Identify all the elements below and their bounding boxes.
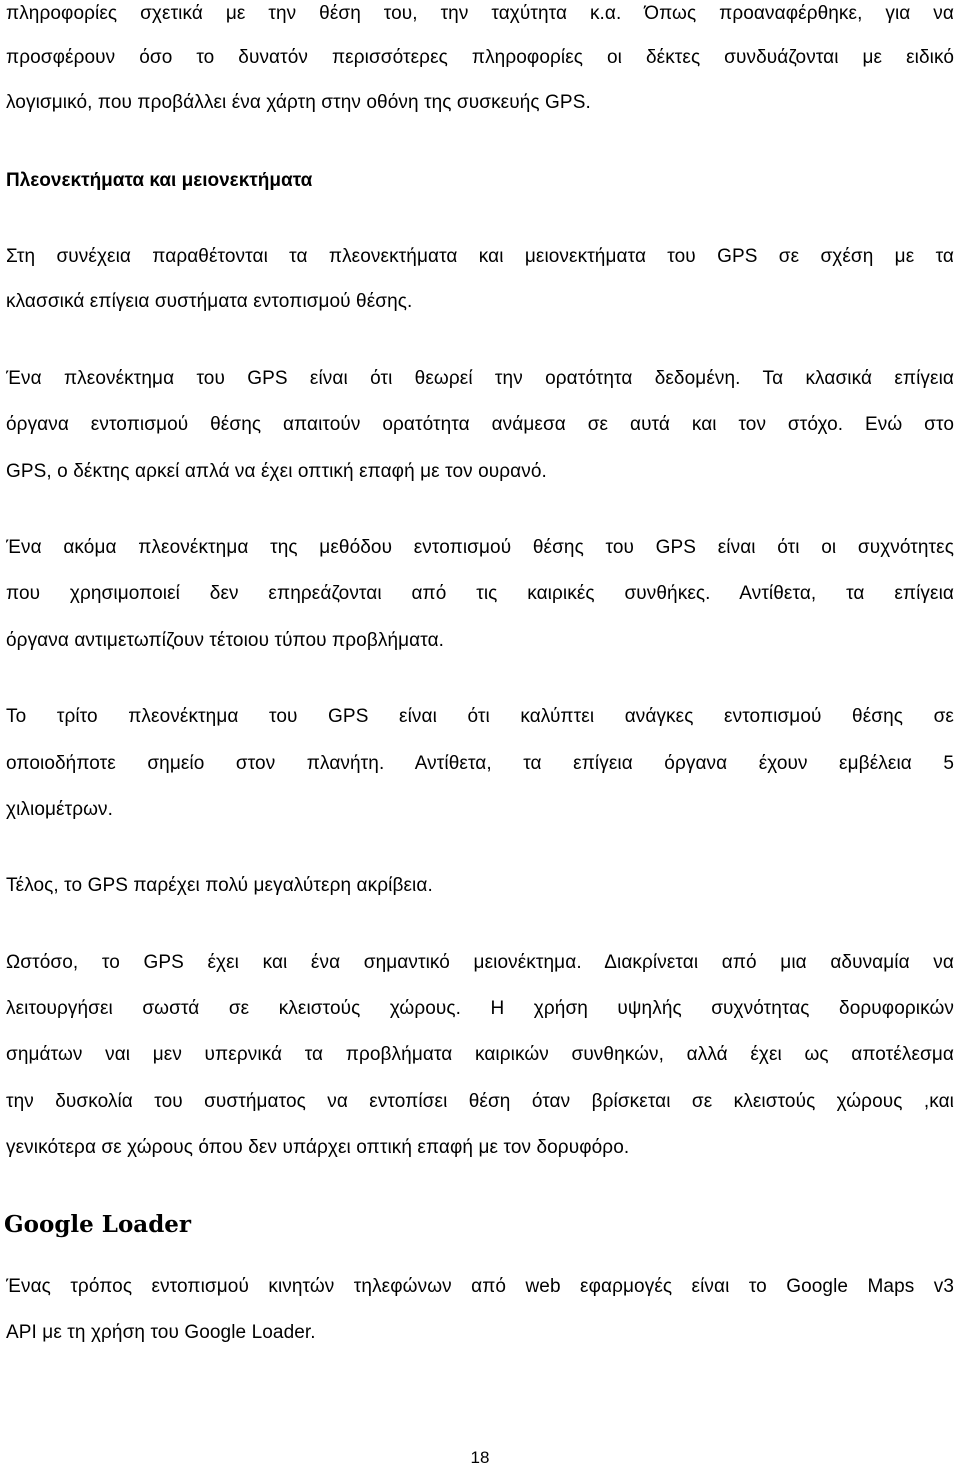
intro-line-3: λογισμικό, που προβάλλει ένα χάρτη στην οθόνη της συσκευής GPS.	[6, 92, 591, 113]
paragraph-3-line-3: όργανα αντιμετωπίζουν τέτοιου τύπου προβλήματα.	[6, 630, 445, 651]
paragraph-4-line-3: χιλιομέτρων.	[6, 799, 114, 820]
paragraph-2-line-3: GPS, ο δέκτης αρκεί απλά να έχει οπτική επαφή με τον ουρανό.	[6, 461, 547, 482]
paragraph-6-line-5: γενικότερα σε χώρους όπου δεν υπάρχει οπτική επαφή με τον δορυφόρο.	[6, 1137, 630, 1158]
paragraph-4-line-1: Το τρίτο πλεονέκτημα του GPS είναι ότι καλύπτει ανάγκες εντοπισμού θέσης σε	[6, 706, 954, 727]
paragraph-6-line-2: λειτουργήσει σωστά σε κλειστούς χώρους. Η χρήση υψηλής συχνότητας δορυφορικών	[6, 998, 954, 1019]
intro-line-2: προσφέρουν όσο το δυνατόν περισσότερες πληροφορίες οι δέκτες συνδυάζονται με ειδικό	[6, 47, 954, 68]
paragraph-4-line-2: οποιοδήποτε σημείο στον πλανήτη. Αντίθετα, τα επίγεια όργανα έχουν εμβέλεια 5	[6, 753, 954, 774]
paragraph-5-line-1: Τέλος, το GPS παρέχει πολύ μεγαλύτερη ακρίβεια.	[6, 875, 433, 896]
paragraph-6-line-4: την δυσκολία του συστήματος να εντοπίσει θέση όταν βρίσκεται σε κλειστούς χώρους ,και	[6, 1091, 954, 1112]
paragraph-3-line-1: Ένα ακόμα πλεονέκτημα της μεθόδου εντοπισμού θέσης του GPS είναι ότι οι συχνότητες	[6, 537, 954, 558]
paragraph-7-line-1: Ένας τρόπος εντοπισμού κινητών τηλεφώνων από web εφαρμογές είναι το Google Maps v3	[6, 1276, 954, 1297]
paragraph-2-line-2: όργανα εντοπισμού θέσης απαιτούν ορατότητα ανάμεσα σε αυτά και τον στόχο. Ενώ στο	[6, 414, 954, 435]
paragraph-7-line-2: API με τη χρήση του Google Loader.	[6, 1322, 316, 1343]
page-number: 18	[470, 1448, 490, 1467]
paragraph-3-line-2: που χρησιμοποιεί δεν επηρεάζονται από τις καιρικές συνθήκες. Αντίθετα, τα επίγεια	[6, 583, 954, 604]
google-loader-heading: Google Loader	[4, 1211, 192, 1238]
section-heading: Πλεονεκτήματα και μειονεκτήματα	[6, 170, 313, 191]
paragraph-6-line-3: σημάτων ναι μεν υπερνικά τα προβλήματα καιρικών συνθηκών, αλλά έχει ως αποτέλεσμα	[6, 1044, 954, 1065]
paragraph-1-line-2: κλασσικά επίγεια συστήματα εντοπισμού θέσης.	[6, 291, 413, 312]
paragraph-6-line-1: Ωστόσο, το GPS έχει και ένα σημαντικό μειονέκτημα. Διακρίνεται από μια αδυναμία να	[6, 952, 954, 973]
paragraph-1-line-1: Στη συνέχεια παραθέτονται τα πλεονεκτήματα και μειονεκτήματα του GPS σε σχέση με τα	[6, 246, 954, 267]
intro-line-1: πληροφορίες σχετικά με την θέση του, την ταχύτητα κ.α. Όπως προαναφέρθηκε, για να	[6, 3, 954, 24]
paragraph-2-line-1: Ένα πλεονέκτημα του GPS είναι ότι θεωρεί την ορατότητα δεδομένη. Τα κλασικά επίγεια	[6, 368, 954, 389]
